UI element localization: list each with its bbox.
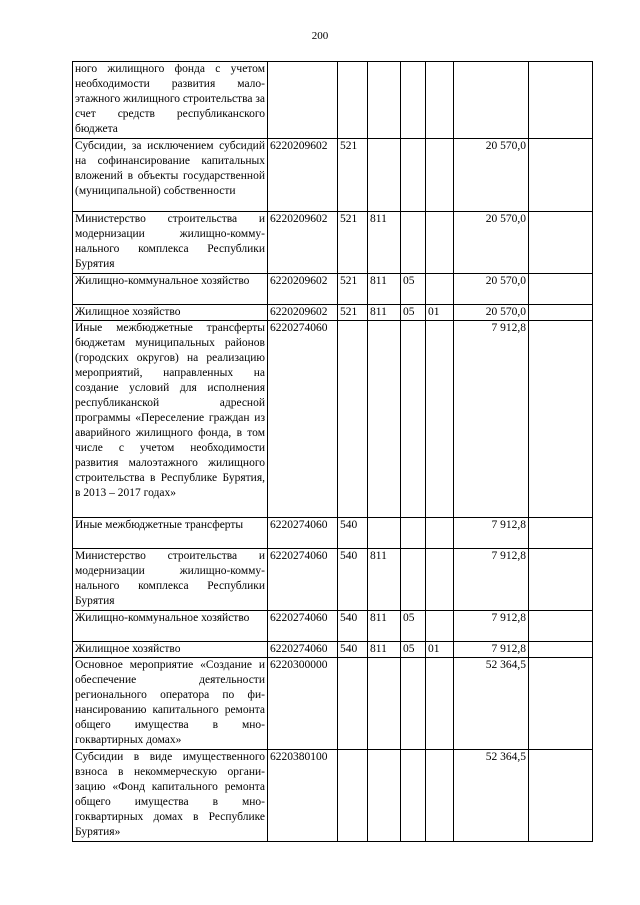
row-code-cell: 6220209602 <box>268 305 338 321</box>
row-ved-cell <box>338 62 368 139</box>
row-sum-cell: 20 570,0 <box>454 274 529 305</box>
row-name-cell: Жилищно-коммунальное хозяйство <box>73 611 268 642</box>
row-vr-cell <box>426 139 454 212</box>
row-extra-cell <box>529 750 593 842</box>
row-name-cell: Жилищно-коммунальное хозяйство <box>73 274 268 305</box>
row-podr-cell <box>401 321 426 518</box>
row-ved-cell: 540 <box>338 518 368 549</box>
row-name-cell: Иные межбюджетные трансферты бюджетам муниципальных районов (городских округов) на реализацию мероприятий, направленных на создание условий для исполнения республиканской адресной программы «Переселение граждан из аварийного жилищного фонда, в том числе с учетом необходимости развития малоэтажного жилищного строительства в Республике Бурятия, в 2013 – 2017 годах» <box>73 321 268 518</box>
row-sum-cell: 20 570,0 <box>454 139 529 212</box>
row-extra-cell <box>529 549 593 611</box>
row-ved-cell: 540 <box>338 549 368 611</box>
row-name-cell: ного жилищного фонда с учетом необходимости развития малоэтажного жилищного строительства за счет средств республиканского бюджета <box>73 62 268 139</box>
row-extra-cell <box>529 62 593 139</box>
row-razd-cell: 811 <box>368 611 401 642</box>
row-podr-cell <box>401 139 426 212</box>
table-row <box>73 518 593 549</box>
row-extra-cell <box>529 212 593 274</box>
row-vr-cell <box>426 212 454 274</box>
row-razd-cell: 811 <box>368 305 401 321</box>
row-podr-cell <box>401 549 426 611</box>
row-extra-cell <box>529 321 593 518</box>
table-row <box>73 658 593 750</box>
row-code-cell: 6220300000 <box>268 658 338 750</box>
row-razd-cell: 811 <box>368 274 401 305</box>
row-podr-cell <box>401 750 426 842</box>
row-razd-cell <box>368 658 401 750</box>
row-razd-cell <box>368 139 401 212</box>
row-extra-cell <box>529 305 593 321</box>
table-body <box>73 62 593 842</box>
row-name-cell: Основное мероприятие «Создание и обеспечение деятельности регионального оператора по финансированию капитального ремонта общего имущества в многоквартирных домах» <box>73 658 268 750</box>
row-vr-cell <box>426 611 454 642</box>
row-razd-cell <box>368 518 401 549</box>
table-row <box>73 305 593 321</box>
row-podr-cell <box>401 658 426 750</box>
row-name-cell: Субсидии в виде имущественного взноса в некоммерческую организацию «Фонд капитального ремонта общего имущества в многоквартирных домах в Республике Бурятия» <box>73 750 268 842</box>
row-podr-cell <box>401 62 426 139</box>
row-extra-cell <box>529 658 593 750</box>
row-ved-cell <box>338 750 368 842</box>
row-ved-cell: 521 <box>338 139 368 212</box>
row-name-cell: Министерство строительства и модернизации жилищно-коммунального комплекса Республики Бурятия <box>73 549 268 611</box>
row-extra-cell <box>529 642 593 658</box>
row-code-cell: 6220209602 <box>268 274 338 305</box>
row-ved-cell <box>338 658 368 750</box>
row-code-cell <box>268 62 338 139</box>
row-code-cell: 6220209602 <box>268 139 338 212</box>
table-row <box>73 549 593 611</box>
row-razd-cell: 811 <box>368 549 401 611</box>
row-razd-cell <box>368 62 401 139</box>
row-vr-cell <box>426 549 454 611</box>
table-row <box>73 642 593 658</box>
row-sum-cell: 20 570,0 <box>454 212 529 274</box>
row-ved-cell: 540 <box>338 611 368 642</box>
row-code-cell: 6220274060 <box>268 321 338 518</box>
row-code-cell: 6220274060 <box>268 518 338 549</box>
row-podr-cell: 05 <box>401 305 426 321</box>
row-name-cell: Министерство строительства и модернизации жилищно-коммунального комплекса Республики Бурятия <box>73 212 268 274</box>
row-extra-cell <box>529 518 593 549</box>
row-sum-cell: 52 364,5 <box>454 658 529 750</box>
row-ved-cell: 540 <box>338 642 368 658</box>
row-razd-cell <box>368 321 401 518</box>
row-sum-cell: 7 912,8 <box>454 642 529 658</box>
row-ved-cell: 521 <box>338 212 368 274</box>
row-podr-cell: 05 <box>401 611 426 642</box>
table-row <box>73 274 593 305</box>
row-ved-cell <box>338 321 368 518</box>
row-razd-cell <box>368 750 401 842</box>
row-sum-cell: 7 912,8 <box>454 611 529 642</box>
row-razd-cell: 811 <box>368 212 401 274</box>
table-row <box>73 611 593 642</box>
row-name-cell: Жилищное хозяйство <box>73 305 268 321</box>
row-sum-cell: 7 912,8 <box>454 321 529 518</box>
row-code-cell: 6220274060 <box>268 549 338 611</box>
row-podr-cell: 05 <box>401 642 426 658</box>
row-podr-cell <box>401 212 426 274</box>
row-sum-cell <box>454 62 529 139</box>
row-code-cell: 6220274060 <box>268 642 338 658</box>
row-vr-cell: 01 <box>426 642 454 658</box>
row-podr-cell <box>401 518 426 549</box>
row-code-cell: 6220209602 <box>268 212 338 274</box>
row-vr-cell <box>426 658 454 750</box>
row-extra-cell <box>529 139 593 212</box>
row-razd-cell: 811 <box>368 642 401 658</box>
row-vr-cell <box>426 518 454 549</box>
row-vr-cell <box>426 321 454 518</box>
row-code-cell: 6220380100 <box>268 750 338 842</box>
row-vr-cell <box>426 750 454 842</box>
table-row <box>73 62 593 139</box>
row-vr-cell <box>426 274 454 305</box>
row-ved-cell: 521 <box>338 274 368 305</box>
row-extra-cell <box>529 611 593 642</box>
page-number: 200 <box>311 30 329 42</box>
row-name-cell: Жилищное хозяйство <box>73 642 268 658</box>
table-row <box>73 321 593 518</box>
table-row <box>73 750 593 842</box>
table-row <box>73 139 593 212</box>
row-name-cell: Субсидии, за исключением субсидий на софинансирование капитальных вложений в объекты государственной (муниципальной) собственности <box>73 139 268 212</box>
row-vr-cell <box>426 62 454 139</box>
row-vr-cell: 01 <box>426 305 454 321</box>
budget-table <box>72 61 593 842</box>
table-row <box>73 212 593 274</box>
row-ved-cell: 521 <box>338 305 368 321</box>
row-extra-cell <box>529 274 593 305</box>
row-podr-cell: 05 <box>401 274 426 305</box>
row-name-cell: Иные межбюджетные трансферты <box>73 518 268 549</box>
row-sum-cell: 20 570,0 <box>454 305 529 321</box>
row-sum-cell: 52 364,5 <box>454 750 529 842</box>
row-sum-cell: 7 912,8 <box>454 549 529 611</box>
row-sum-cell: 7 912,8 <box>454 518 529 549</box>
row-code-cell: 6220274060 <box>268 611 338 642</box>
